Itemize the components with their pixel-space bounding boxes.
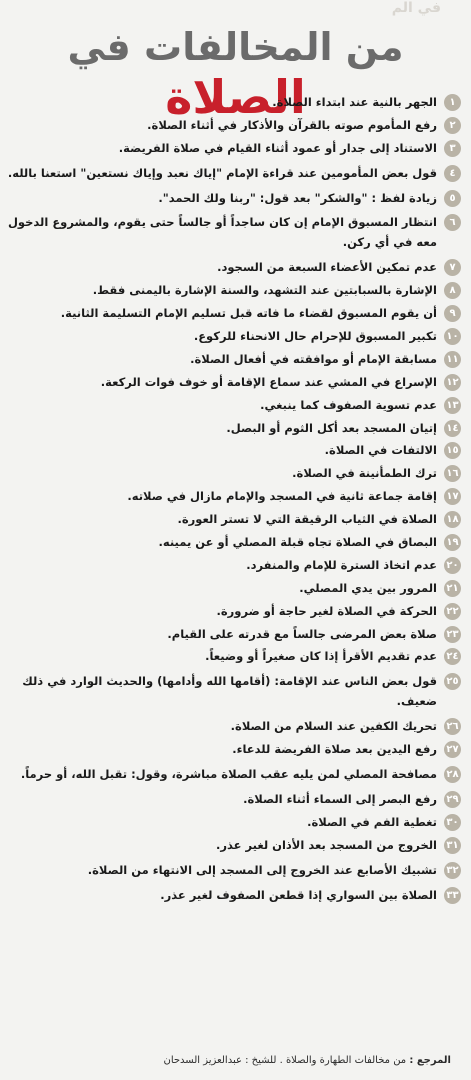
item-text: تحريك الكفين عند السلام من الصلاة. (230, 719, 437, 734)
item-text: الإسراع في المشي عند سماع الإقامة أو خوف فوات الركعة. (100, 374, 437, 389)
item-number-badge: ٢٥ (444, 673, 461, 690)
item-number-badge: ١٥ (444, 442, 461, 459)
list-item (6, 442, 461, 458)
list-item (6, 741, 461, 757)
item-number-badge: ٣٣ (444, 887, 461, 904)
item-number-badge: ٢ (444, 117, 461, 134)
item-text: تغطية الفم في الصلاة. (307, 814, 437, 829)
item-number-badge: ٢٤ (444, 648, 461, 665)
item-number-badge: ٢٩ (444, 791, 461, 808)
list-item (6, 603, 461, 619)
item-text: عدم تقديم الأقرأ إذا كان صغيراً أو وضيعاً. (205, 649, 437, 664)
item-number-badge: ١٦ (444, 465, 461, 482)
list-item (6, 305, 461, 321)
item-number-badge: ٦ (444, 214, 461, 231)
list-item (6, 648, 461, 664)
item-number-badge: ١٤ (444, 420, 461, 437)
list-item (6, 94, 461, 110)
item-text: تكبير المسبوق للإحرام حال الانحناء للركوع. (193, 329, 437, 344)
item-text: الجهر بالنية عند ابتداء الصلاة. (272, 95, 437, 109)
item-text: رفع البصر إلى السماء أثناء الصلاة. (243, 791, 437, 806)
list-item (6, 465, 461, 481)
title-main: من المخالفات في (67, 25, 404, 69)
item-number-badge: ٤ (444, 165, 461, 182)
item-number-badge: ٢٠ (444, 557, 461, 574)
title-accent: الصلاة (165, 70, 306, 124)
list-item (6, 282, 461, 298)
item-number-badge: ٥ (444, 190, 461, 207)
list-item (6, 117, 461, 133)
item-text: الاستناد إلى جدار أو عمود أثناء القيام في صلاة الفريضة. (118, 140, 437, 155)
item-number-badge: ٣١ (444, 837, 461, 854)
list-item (6, 328, 461, 344)
item-text: قول بعض المأمومين عند قراءة الإمام "إياك نعبد وإياك نستعين" استعنا بالله. (7, 165, 437, 180)
item-text: الإشارة بالسبابتين عند التشهد، والسنة الإشارة باليمنى فقط. (92, 283, 437, 298)
item-text: عدم تمكين الأعضاء السبعة من السجود. (217, 260, 437, 275)
item-text: صلاة بعض المرضى جالساً مع قدرته على القيام. (167, 626, 437, 641)
item-text: إتيان المسجد بعد أكل الثوم أو البصل. (226, 420, 437, 435)
item-number-badge: ١٩ (444, 534, 461, 551)
reference-text: من مخالفات الطهارة والصلاة . للشيخ : عبدالعزيز السدحان (163, 1055, 407, 1066)
item-text: تشبيك الأصابع عند الخروج إلى المسجد إلى الانتهاء من الصلاة. (87, 862, 437, 877)
item-text: الصلاة في الثياب الرقيقة التي لا تستر العورة. (177, 512, 437, 527)
item-text: الحركة في الصلاة لغير حاجة أو ضرورة. (216, 603, 437, 618)
list-item (6, 764, 461, 784)
list-item (6, 259, 461, 275)
item-number-badge: ٣ (444, 140, 461, 157)
list-item (6, 140, 461, 156)
item-number-badge: ٨ (444, 282, 461, 299)
item-text: الخروج من المسجد بعد الأذان لغير عذر. (216, 837, 437, 852)
item-text: البصاق في الصلاة تجاه قبلة المصلي أو عن يمينه. (158, 535, 437, 550)
item-number-badge: ٢٧ (444, 741, 461, 758)
item-text: الصلاة بين السواري إذا قطعن الصفوف لغير عذر. (160, 887, 437, 902)
item-text: رفع المأموم صوته بالقرآن والأذكار في أثناء الصلاة. (147, 117, 437, 132)
list-item (6, 488, 461, 504)
item-text: رفع اليدين بعد صلاة الفريضة للدعاء. (232, 742, 437, 757)
item-number-badge: ٢٣ (444, 626, 461, 643)
item-number-badge: ١٣ (444, 397, 461, 414)
list-item (6, 887, 461, 903)
list-item (6, 718, 461, 734)
list-item (6, 626, 461, 642)
item-number-badge: ٢٨ (444, 766, 461, 783)
list-item (6, 534, 461, 550)
list-item (6, 163, 461, 183)
list-item (6, 791, 461, 807)
item-number-badge: ٧ (444, 259, 461, 276)
list-item (6, 671, 461, 711)
item-text: ترك الطمأنينة في الصلاة. (292, 466, 437, 481)
item-number-badge: ٣٠ (444, 814, 461, 831)
item-text: إقامة جماعة ثانية في المسجد والإمام مازال في صلاته. (127, 489, 437, 504)
list-item (6, 351, 461, 367)
item-text: الالتفات في الصلاة. (324, 443, 437, 458)
list-item (6, 374, 461, 390)
list-item (6, 580, 461, 596)
list-item (6, 814, 461, 830)
item-text: زيادة لفظ : "والشكر" بعد قول: "ربنا ولك الحمد". (158, 190, 437, 205)
item-number-badge: ١٢ (444, 374, 461, 391)
item-text: مصافحة المصلي لمن يليه عقب الصلاة مباشرة، وقول: تقبل الله، أو حرماً. (20, 767, 437, 782)
faded-header-text: في الم (391, 0, 441, 16)
list-item (6, 190, 461, 206)
reference-note (10, 1055, 451, 1066)
list-item (6, 837, 461, 853)
item-number-badge: ١٠ (444, 328, 461, 345)
item-number-badge: ١ (444, 94, 461, 111)
item-text: انتظار المسبوق الإمام إن كان ساجداً أو جالساً حتى يقوم، والمشروع الدخول معه في أي ركن. (7, 215, 437, 250)
item-number-badge: ٩ (444, 305, 461, 322)
list-item (6, 212, 461, 252)
item-text: قول بعض الناس عند الإقامة: (أقامها الله وأدامها) والحديث الوارد في ذلك ضعيف. (22, 674, 437, 709)
item-number-badge: ٣٢ (444, 862, 461, 879)
item-text: عدم اتخاذ السترة للإمام والمنفرد. (246, 557, 437, 572)
item-number-badge: ٢٦ (444, 718, 461, 735)
list-item (6, 420, 461, 436)
violations-list (6, 94, 461, 909)
item-number-badge: ١١ (444, 351, 461, 368)
item-text: مسابقة الإمام أو موافقته في أفعال الصلاة. (190, 351, 437, 366)
item-text: المرور بين يدي المصلي. (299, 580, 437, 595)
item-number-badge: ١٧ (444, 488, 461, 505)
item-number-badge: ٢٢ (444, 603, 461, 620)
reference-label: المرجع : (409, 1055, 451, 1066)
list-item (6, 860, 461, 880)
item-number-badge: ٢١ (444, 580, 461, 597)
item-text: أن يقوم المسبوق لقضاء ما فاته قبل تسليم الإمام التسليمة الثانية. (60, 306, 437, 321)
list-item (6, 557, 461, 573)
list-item (6, 511, 461, 527)
list-item (6, 397, 461, 413)
item-text: عدم تسوية الصفوف كما ينبغي. (260, 397, 437, 412)
item-number-badge: ١٨ (444, 511, 461, 528)
